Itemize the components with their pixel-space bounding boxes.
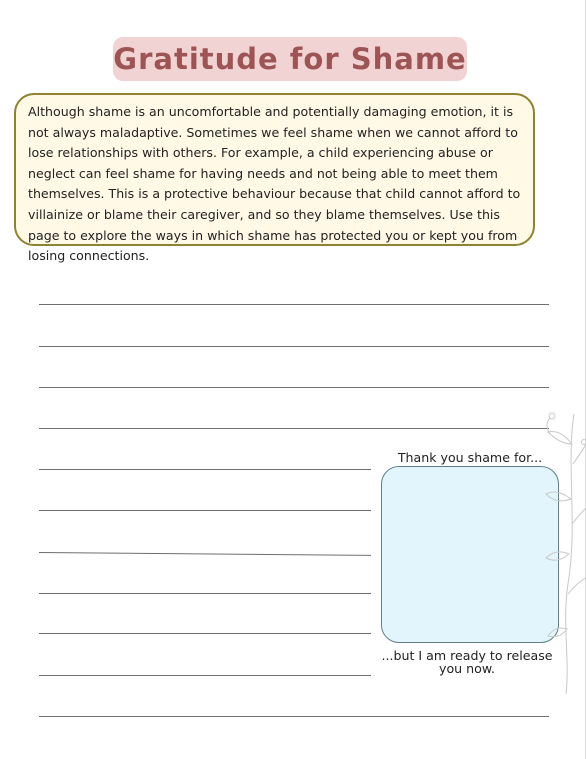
floral-decoration-icon	[544, 404, 586, 694]
writing-line-4[interactable]	[39, 428, 549, 429]
writing-line-8[interactable]	[39, 593, 371, 594]
intro-box	[14, 93, 535, 264]
gratitude-write-box[interactable]	[381, 466, 559, 643]
writing-line-10[interactable]	[39, 675, 371, 676]
intro-text: Although shame is an uncomfortable and potentially damaging emotion, it is not always maladaptive. Sometimes we feel shame when we cannot afford to lose relationships with others. For example, a child experiencing abuse or neglect can feel shame for having needs and not being able to meet them themselves. This is a protective behaviour because that child cannot afford to villainize or blame their caregiver, and so they blame themselves. Use this page to explore the ways in which shame has protected you or kept you from losing connections.	[28, 104, 521, 264]
writing-line-1[interactable]	[39, 304, 549, 305]
writing-line-7[interactable]	[39, 552, 371, 556]
box-prompt-top: Thank you shame for...	[397, 450, 543, 465]
page-title: Gratitude for Shame	[113, 42, 467, 76]
writing-line-9[interactable]	[39, 633, 371, 634]
writing-line-6[interactable]	[39, 510, 371, 511]
writing-line-5[interactable]	[39, 469, 371, 470]
box-prompt-bottom: ...but I am ready to release you now.	[381, 648, 553, 676]
writing-line-2[interactable]	[39, 346, 549, 347]
writing-line-11[interactable]	[39, 716, 549, 717]
writing-line-3[interactable]	[39, 387, 549, 388]
title-banner	[113, 37, 467, 81]
